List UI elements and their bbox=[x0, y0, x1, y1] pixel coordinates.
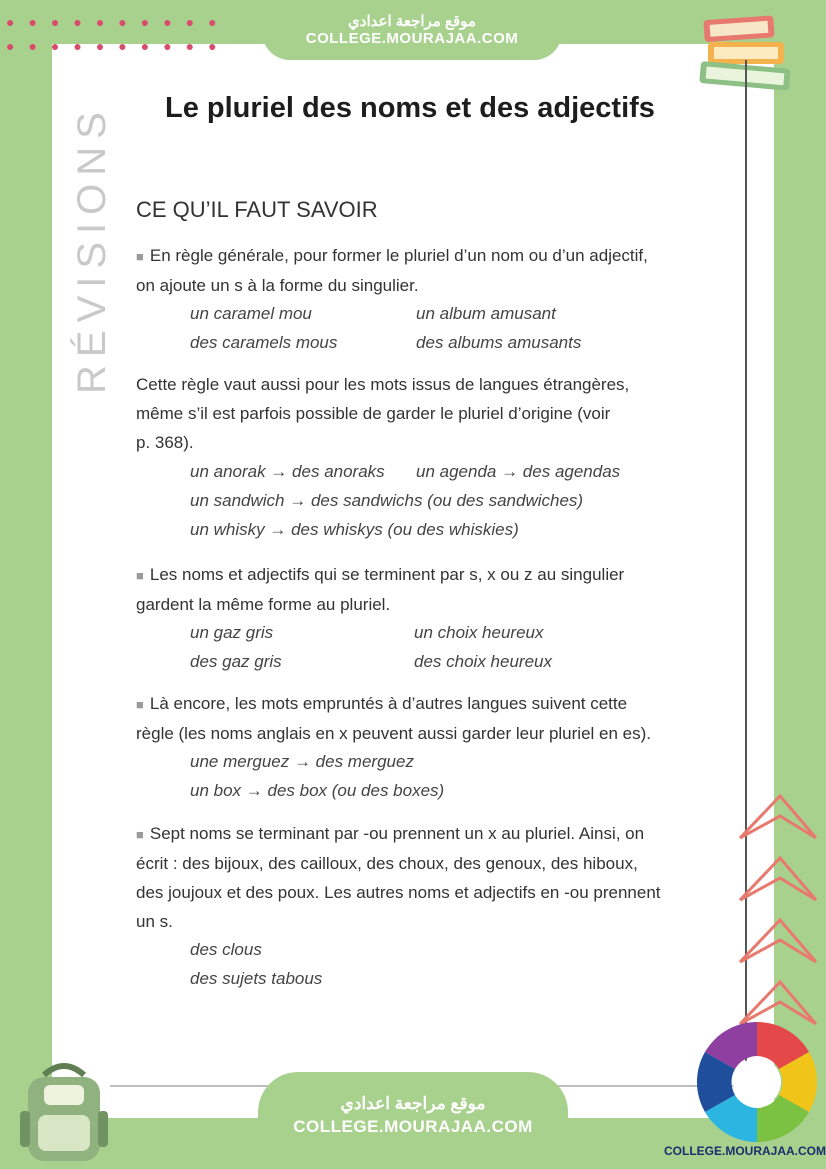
site-url-link[interactable]: COLLEGE.MOURAJAA.COM bbox=[305, 30, 519, 47]
example-text: un gaz gris bbox=[190, 623, 274, 642]
example-text: un caramel mou bbox=[190, 304, 312, 323]
example-text: un box → des box (ou des boxes) bbox=[190, 781, 445, 800]
site-name-arabic: موقع مراجعة اعدادي bbox=[340, 1094, 486, 1113]
example-text: un album amusant bbox=[416, 304, 556, 323]
example-text: un whisky → des whiskys (ou des whiskies) bbox=[190, 520, 519, 539]
footer-banner bbox=[258, 1072, 568, 1169]
rule-paragraph: ■ Les noms et adjectifs qui se terminent par s, x ou z au singulier gardent la même forme au pluriel. bbox=[136, 565, 625, 614]
example-text: un anorak → des anoraks bbox=[190, 462, 385, 481]
chevron-decoration-icon bbox=[734, 790, 818, 1030]
site-name-arabic: موقع مراجعة اعدادي bbox=[348, 13, 476, 30]
bullet-square-icon: ■ bbox=[136, 568, 144, 583]
example-text: des clous bbox=[190, 940, 262, 959]
decorative-dots: ●●●●●●●●●● bbox=[6, 14, 231, 30]
bullet-square-icon: ■ bbox=[136, 249, 144, 264]
backpack-icon bbox=[14, 1055, 114, 1165]
example-text: un sandwich → des sandwichs (ou des sandwiches) bbox=[190, 491, 584, 510]
example-text: des caramels mous bbox=[190, 333, 338, 352]
page-title: Le pluriel des noms et des adjectifs bbox=[165, 92, 655, 124]
side-label: RÉVISIONS bbox=[70, 104, 114, 394]
header-banner bbox=[262, 4, 562, 60]
example-text: un choix heureux bbox=[414, 623, 544, 642]
education-wheel-icon bbox=[695, 1020, 819, 1144]
brand-footer-text: COLLEGE.MOURAJAA.COM bbox=[664, 1144, 826, 1158]
site-url-link[interactable]: COLLEGE.MOURAJAA.COM bbox=[293, 1117, 533, 1136]
bullet-square-icon: ■ bbox=[136, 697, 144, 712]
bullet-square-icon: ■ bbox=[136, 827, 144, 842]
example-text: des albums amusants bbox=[416, 333, 582, 352]
example-text: des choix heureux bbox=[414, 652, 552, 671]
books-icon bbox=[696, 12, 806, 92]
decorative-dots: ●●●●●●●●●● bbox=[6, 38, 231, 54]
rule-paragraph: Cette règle vaut aussi pour les mots issus de langues étrangères, même s’il est parfois possible de garder le pluriel d’origine (voir p. 368). bbox=[136, 375, 630, 452]
rule-paragraph: ■ En règle générale, pour former le pluriel d’un nom ou d’un adjectif, on ajoute un s à la forme du singulier. bbox=[136, 246, 648, 295]
section-heading: CE QU’IL FAUT SAVOIR bbox=[136, 197, 378, 222]
example-text: un agenda → des agendas bbox=[416, 462, 621, 481]
example-text: des sujets tabous bbox=[190, 969, 323, 988]
rule-paragraph: ■ Là encore, les mots empruntés à d’autres langues suivent cette règle (les noms anglais en x peuvent aussi garder leur pluriel en es). bbox=[136, 694, 651, 743]
rule-paragraph: ■ Sept noms se terminant par -ou prennent un x au pluriel. Ainsi, on écrit : des bijoux, des cailloux, des choux, des genoux, des hiboux, des joujoux et des poux. Les autres noms et adjectifs en -ou prennent un s. bbox=[136, 824, 661, 931]
example-text: des gaz gris bbox=[190, 652, 282, 671]
example-text: une merguez → des merguez bbox=[190, 752, 414, 771]
